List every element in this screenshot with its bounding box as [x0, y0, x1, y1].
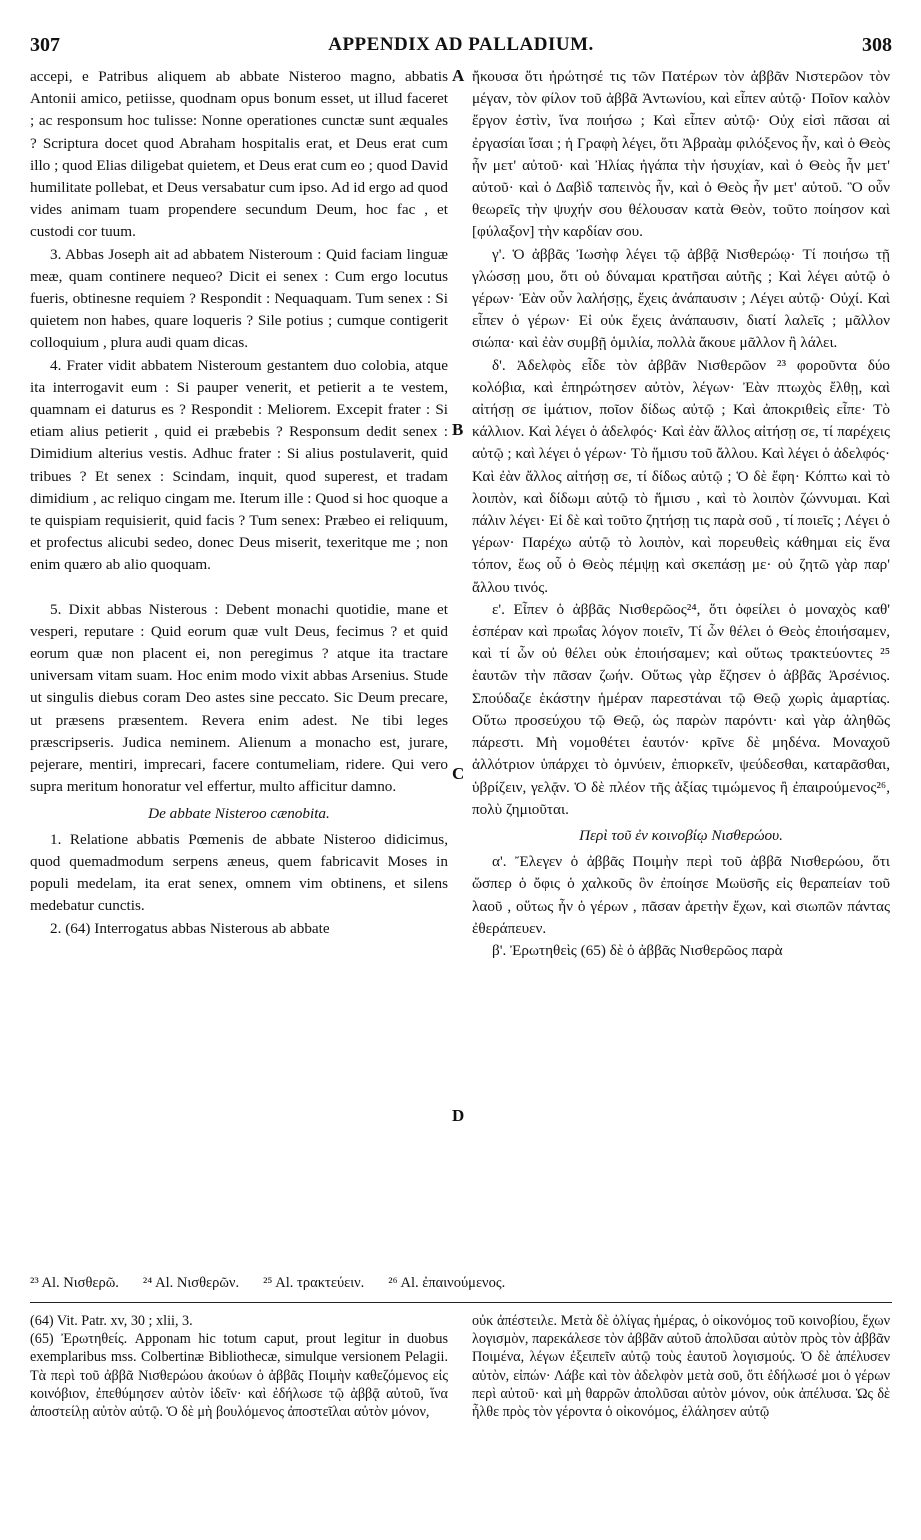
greek-paragraph-1: ἤκουσα ὅτι ἠρώτησέ τις τῶν Πατέρων τὸν ἀββᾶν Νιστερῶον τὸν μέγαν, τὸν φίλον τοῦ ἀββᾶ Ἀντωνίου, καὶ εἶπεν αὐτῷ· Ποῖον καλὸν ἔργον ἐστὶν, ἵνα ποιήσω ; Καὶ εἶπεν αὐτῷ· Οὐχ εἰσὶ πᾶσαι αἱ ἐργασίαι ἴσαι ; ἡ Γραφὴ λέγει, ὅτι Ἀβραὰμ φιλόξενος ἦν, καὶ ὁ Θεὸς ἦν μετ' αὐτοῦ· καὶ Ἠλίας ἠγάπα τὴν ἡσυχίαν, καὶ ὁ Θεὸς ἦν μετ' αὐτοῦ· καὶ ὁ Δαβὶδ ταπεινὸς ἦν, καὶ ὁ Θεὸς ἦν μετ' αὐτοῦ. Ὃ οὖν θεωρεῖς τὴν ψυχήν σου θέλουσαν κατὰ Θεὸν, τοῦτο ποίησον καὶ [φύλαξον] τὴν καρδίαν σου.	[472, 68, 890, 241]
variant-notes	[30, 1275, 892, 1292]
latin-paragraph-4: 4. Frater vidit abbatem Nisteroum gestantem duo colobia, atque ita interrogavit eum : Si pauper venerit, et petierit a te vestem, quamnam ei daturus es ? Respondit : Meliorem. Excepit frater : Si etiam alius petierit , quid ei præbebis ? Responsum dedit senex : Dimidium alterius vestis. Adhuc frater : Si alius postulaverit, quid tribues ? Et senex : Scindam, inquit, quod superest, et tradam dimidium , ac reliquo cingam me. Iterum ille : Quod si hoc quoque a te quispiam requisierit, quid facis ? Tum senex: Præbeo ei reliquum, et profectus alicubi sedeo, donec Deus miserit, texeritque me ; non enim quæro ab alio quoquam.	[30, 356, 448, 574]
greek-section-heading: Περὶ τοῦ ἐν κοινοβίῳ Νισθερώου.	[579, 826, 783, 844]
greek-column	[472, 66, 890, 962]
spacer	[30, 577, 448, 599]
margin-marker-b: B	[452, 420, 464, 439]
margin-marker-d: D	[452, 1106, 465, 1125]
greek-paragraph-q1: α'. Ἔλεγεν ὁ ἀββᾶς Ποιμὴν περὶ τοῦ ἀββᾶ Νισθερώου, ὅτι ὥσπερ ὁ ὄφις ὁ χαλκοῦς ὃν ἐποίησε Μωϋσῆς εἰς θεραπείαν τοῦ λαοῦ , οὕτως ἦν ὁ γέρων , πᾶσαν ἀρετὴν ἔχων, καὶ σιωπῶν πάντας ἐθεράπευεν.	[472, 853, 890, 937]
margin-marker-c: C	[452, 764, 465, 783]
variant-note: ²³ Al. Νισθερῶ.	[30, 1275, 119, 1291]
footnote-divider	[30, 1302, 892, 1303]
greek-paragraph-4: δ'. Ἀδελφὸς εἶδε τὸν ἀββᾶν Νισθερῶον ²³ φοροῦντα δύο κολόβια, καὶ ἐπηρώτησεν αὐτὸν, λέγων· Ἐὰν πτωχὸς ἔλθῃ, καὶ αἰτήσῃ σε ἱμάτιον, ποῖον δίδως αὐτῷ ; Καὶ ἀποκριθεὶς εἶπε· Τὸ κάλλιον. Καὶ λέγει ὁ ἀδελφός· Καὶ ἐὰν ἄλλος αἰτήσῃ σε, τί παρέχεις αὐτῷ ; καὶ λέγει ὁ γέρων· Τὸ ἥμισυ τοῦ ἄλλου. Καὶ λέγει ὁ ἀδελφός· Καὶ ἐὰν ἄλλος αἰτήσῃ σε, τί δίδως αὐτῷ ; Ὁ δὲ ἔφη· Κόπτω καὶ τὸ λοιπὸν, καὶ δίδωμι αὐτῷ τὸ ἥμισυ , καὶ τὸ λοιπὸν ζώννυμαι. Καὶ πάλιν λέγει· Εἰ δὲ καὶ τοῦτο ζητήσῃ τις παρὰ σοῦ , τί ποιεῖς ; Λέγει ὁ γέρων· Παρέχω αὐτῷ τὸ λοιπὸν, καὶ πορευθεὶς κάθημαι εἰς ἕνα τόπον, ἕως οὗ ὁ Θεὸς πέμψῃ καὶ σκεπάσῃ με· οὐ ζητῶ γὰρ παρ' ἄλλου τινός.	[472, 356, 890, 596]
greek-paragraph-3: γ'. Ὁ ἀββᾶς Ἰωσὴφ λέγει τῷ ἀββᾷ Νισθερώῳ· Τί ποιήσω τῇ γλώσσῃ μου, ὅτι οὐ δύναμαι κρατῆσαι αὐτῆς ; Καὶ λέγει αὐτῷ ὁ γέρων· Ἐὰν οὖν λαλήσῃς, ἔχεις ἀνάπαυσιν ; Λέγει αὐτῷ· Οὐχί. Καὶ εἶπεν ὁ γέρων· Εἰ οὐκ ἔχεις ἀνάπαυσιν, διατί λαλεῖς ; μᾶλλον σιώπα· καὶ ἐὰν συμβῇ ὁμιλία, πολλὰ ἄκουε μᾶλλον ἢ λάλει.	[472, 245, 890, 352]
running-title: APPENDIX AD PALLADIUM.	[328, 34, 594, 55]
latin-paragraph-5: 5. Dixit abbas Nisterous : Debent monachi quotidie, mane et vesperi, reputare : Quid eorum quæ vult Deus, fecimus ? et quid eorum quæ non placent ei, non peregimus ? atque ita tractare universam vitam suam. Hoc enim modo vixit abbas Arsenius. Stude ut singulis diebus coram Deo astes sine peccato. Sic Deum precare, ut præsens præsentem. Revera enim adest. Ne tibi leges præscripseris. Judica neminem. Alienum a monacho est, jurare, pejerare, mentiri, imprecari, facere contumeliam, ridere. Qui vero supra meritum honoratur vel effertur, multo afficitur damno.	[30, 600, 448, 796]
page-number-left: 307	[30, 34, 60, 56]
variant-note: ²⁶ Al. ἐπαινούμενος.	[388, 1275, 506, 1291]
variant-note: ²⁵ Al. τρακτεύειν.	[263, 1275, 365, 1291]
latin-column	[30, 66, 448, 940]
greek-paragraph-5: ε'. Εἶπεν ὁ ἀββᾶς Νισθερῶος²⁴, ὅτι ὀφείλει ὁ μοναχὸς καθ' ἑσπέραν καὶ πρωΐας λόγον ποιεῖν, Τί ὧν θέλει ὁ Θεὸς ἐποιήσαμεν, καὶ τί ὧν οὐ θέλει οὐκ ἐποιήσαμεν; καὶ οὕτως τρακτεύοντες ²⁵ ἑαυτῶν τὴν πᾶσαν ζωήν. Οὕτως γὰρ ἔζησεν ὁ ἀββᾶς Ἀρσένιος. Σπούδαζε ἑκάστην ἡμέραν παρεστάναι τῷ Θεῷ χωρὶς ἁμαρτίας. Οὕτω προσεύχου τῷ Θεῷ, ὡς παρὼν παρόντι· καὶ γὰρ ἀληθῶς πάρεστι. Μὴ νομοθέτει ἑαυτόν· κρῖνε δὲ μηδένα. Μοναχοῦ ἀλλότριον ὑπάρχει τὸ ὀμνύειν, ἐπιορκεῖν, ψεύδεσθαι, καταρᾶσθαι, ὑβρίζειν, γελᾷν. Ὁ δὲ πλέον τῆς ἀξίας τιμώμενος ἢ ἐπαιρούμενος²⁶, πολὺ ζημιοῦται.	[472, 600, 890, 818]
page-number-right: 308	[862, 34, 892, 56]
footnote-text-right: οὐκ ἀπέστειλε. Μετὰ δὲ ὀλίγας ἡμέρας, ὁ οἰκονόμος τοῦ κοινοβίου, ἔχων λογισμὸν, παρεκάλεσε τὸν ἀββᾶν αὐτοῦ ἀπολῦσαι αὐτὸν πρὸς τὸν ἀββᾶν Ποιμένα, λέγων ἐξειπεῖν αὐτῷ τοὺς ἑαυτοῦ λογισμούς. Ὁ δὲ ἀπέλυσεν αὐτὸν, εἰπών· Λάβε καὶ τὸν ἀδελφὸν μετὰ σοῦ, ὅτι ἐδήλωσέ μοι ὁ γέρων περὶ αὐτοῦ· καὶ μὴ θαρρῶν ἀπολῦσαι αὐτὸν μόνον, οὐκ ἀπέλυσα. Ὡς δὲ ἦλθε πρὸς τὸν γέροντα ὁ οἰκονόμος, ἐλάλησεν αὐτῷ	[472, 1313, 890, 1421]
footnotes-right	[472, 1312, 890, 1421]
footnotes-left	[30, 1312, 448, 1421]
latin-paragraph-3: 3. Abbas Joseph ait ad abbatem Nisteroum : Quid faciam linguæ meæ, quam continere nequeo? Dicit ei senex : Cum ergo locutus fueris, obtinesne requiem ? Respondit : Nequaquam. Tum senex : Si quietem non habes, quare loqueris ? Sile potius ; cumque contigerit colloquium , plura audi quam dicas.	[30, 245, 448, 352]
latin-paragraph-q1: 1. Relatione abbatis Pœmenis de abbate Nisteroo didicimus, quod quemadmodum serpens æneus, quem fabricavit Moses in populi medelam, ita erat senex, omnem vim obtinens, et silens medebatur cunctis.	[30, 830, 448, 915]
margin-marker-a: A	[452, 66, 465, 85]
variant-note: ²⁴ Al. Νισθερῶν.	[142, 1275, 240, 1291]
latin-paragraph-q2: 2. (64) Interrogatus abbas Nisterous ab abbate	[50, 919, 330, 937]
greek-paragraph-q2: β'. Ἐρωτηθεὶς (65) δὲ ὁ ἀββᾶς Νισθερῶος παρὰ	[492, 941, 783, 959]
page-header	[30, 34, 892, 62]
footnote-text-left: (64) Vit. Patr. xv, 30 ; xlii, 3. (65) Ἐρωτηθείς. Apponam hic totum caput, prout legitur in duobus exemplaribus mss. Colbertinæ Bibliothecæ, simulque versionem Pelagii. Τὰ περὶ τοῦ ἀββᾶ Νισθερώου ἀκούων ὁ ἀββᾶς Ποιμὴν καθεζόμενος εἰς κοινόβιον, ἐπεθύμησεν αὐτὸν ἰδεῖν· καὶ ἐδήλωσε τῷ ἀββᾷ αὐτοῦ, ἵνα ἀποστείλῃ αὐτὸν αὐτῷ. Ὁ δὲ μὴ βουλόμενος ἀποστεῖλαι αὐτὸν μόνον,	[30, 1313, 448, 1421]
latin-section-heading: De abbate Nisteroo cænobita.	[148, 804, 330, 822]
latin-paragraph-1: accepi, e Patribus aliquem ab abbate Nisteroo magno, abbatis Antonii amico, petiisse, quodnam opus bonum esset, ut illud faceret ; ac responsum hoc tulisse: Nonne operationes cunctæ sunt æquales ? Scriptura docet quod Abraham hospitalis erat, et Deus erat cum illo ; quod Elias diligebat quietem, et Deus erat cum eo ; quod David humilitate pollebat, et Deus versabatur cum ipso. Ad id ergo ad quod vides animam tuam propendere secundum Deum, hoc fac , et custodi cor tuum.	[30, 68, 448, 241]
